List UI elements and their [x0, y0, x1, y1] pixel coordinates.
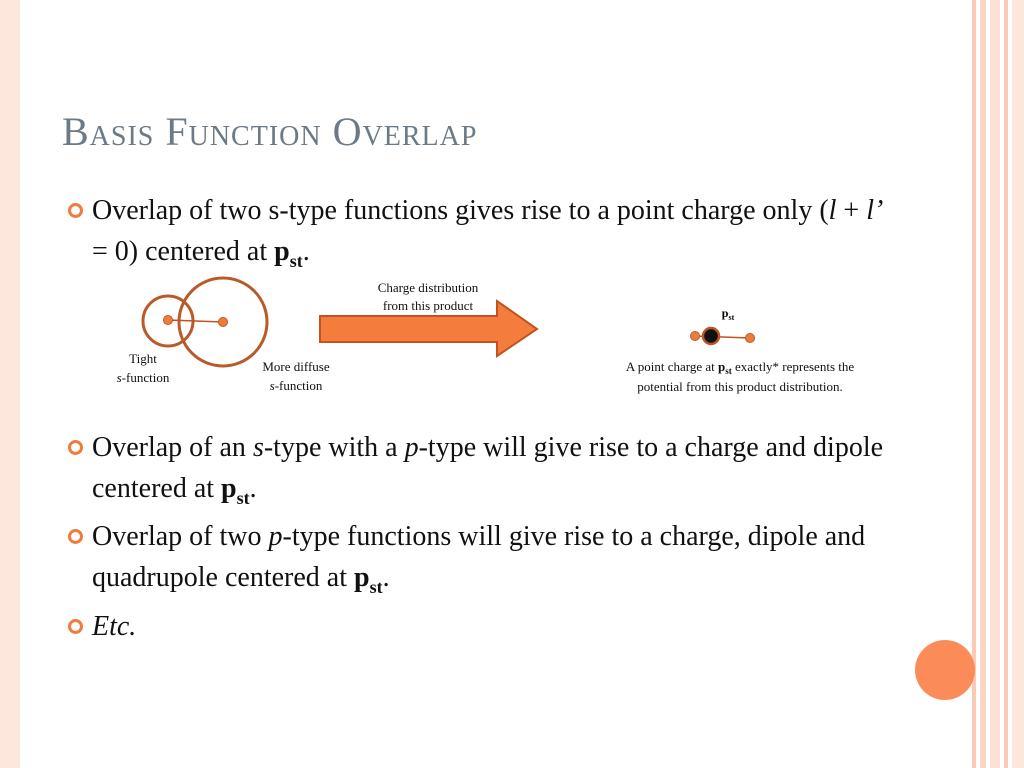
pst-label: $p_{st}$ — [721, 306, 735, 322]
bullet-1-period: . — [302, 236, 310, 267]
bullet-2-p-italic: p — [404, 432, 419, 463]
diffuse-label-line1: More diffuse — [262, 359, 330, 374]
arrow-label-line1: Charge distribution — [377, 280, 479, 295]
bullet-2-st: st — [236, 487, 250, 508]
bullet-3-text-b: -type functions will give rise to a charge, dipole and quadrupole centered at — [92, 521, 866, 593]
bullet-2-s: s — [252, 432, 264, 463]
tight-label-line1: Tight — [129, 351, 157, 366]
bullet-marker-icon — [68, 529, 83, 544]
bullet-4-etc: Etc. — [92, 611, 137, 642]
point-label-line2: potential from this product distribution. — [637, 379, 843, 394]
bullet-3-st: st — [369, 576, 383, 597]
arrow-label-line2: from this product — [382, 298, 474, 313]
point-charge-icon — [703, 328, 719, 344]
bullet-2 — [68, 427, 888, 519]
bullet-1-text-a: Overlap of two s-type functions gives rise to a point charge only ( — [92, 195, 829, 226]
bullet-1-p: p — [274, 236, 290, 267]
diffuse-center-dot — [219, 318, 228, 327]
bullet-2-p: p — [221, 473, 237, 504]
bullet-1-plus: + — [836, 195, 867, 226]
bullet-2-text-b: -type with a — [263, 432, 405, 463]
center-connector-line — [168, 320, 223, 322]
bullet-marker-icon — [68, 619, 83, 634]
slide-title: Basis Function Overlap — [62, 109, 478, 154]
bullet-marker-icon — [68, 440, 83, 455]
bullet-3 — [68, 516, 888, 608]
point-right-dot — [746, 334, 755, 343]
bullet-1-text-b: = 0) centered at — [92, 236, 275, 267]
point-left-dot — [691, 332, 700, 341]
bullet-3-p: p — [353, 562, 370, 593]
diffuse-label-line2: s-function — [269, 378, 323, 393]
bullet-3-text-a: Overlap of two — [92, 521, 269, 552]
bullet-1-l: l — [828, 195, 837, 226]
bullet-1-st: st — [289, 250, 303, 271]
bullet-2-text-c: -type will give rise to a charge and dipole centered at — [92, 432, 884, 504]
bullet-2-period: . — [249, 473, 257, 504]
bullet-3-p-italic: p — [268, 521, 283, 552]
tight-label-line2: s-function — [116, 370, 170, 385]
bullet-3-period: . — [382, 562, 390, 593]
tight-center-dot — [164, 316, 173, 325]
bullet-2-text-a: Overlap of an — [92, 432, 253, 463]
point-label-line1: A point charge at $p_{st}$ exactly* represents the — [625, 359, 855, 376]
bullet-4 — [68, 606, 888, 647]
bullet-1-lprime: l’ — [866, 195, 884, 226]
